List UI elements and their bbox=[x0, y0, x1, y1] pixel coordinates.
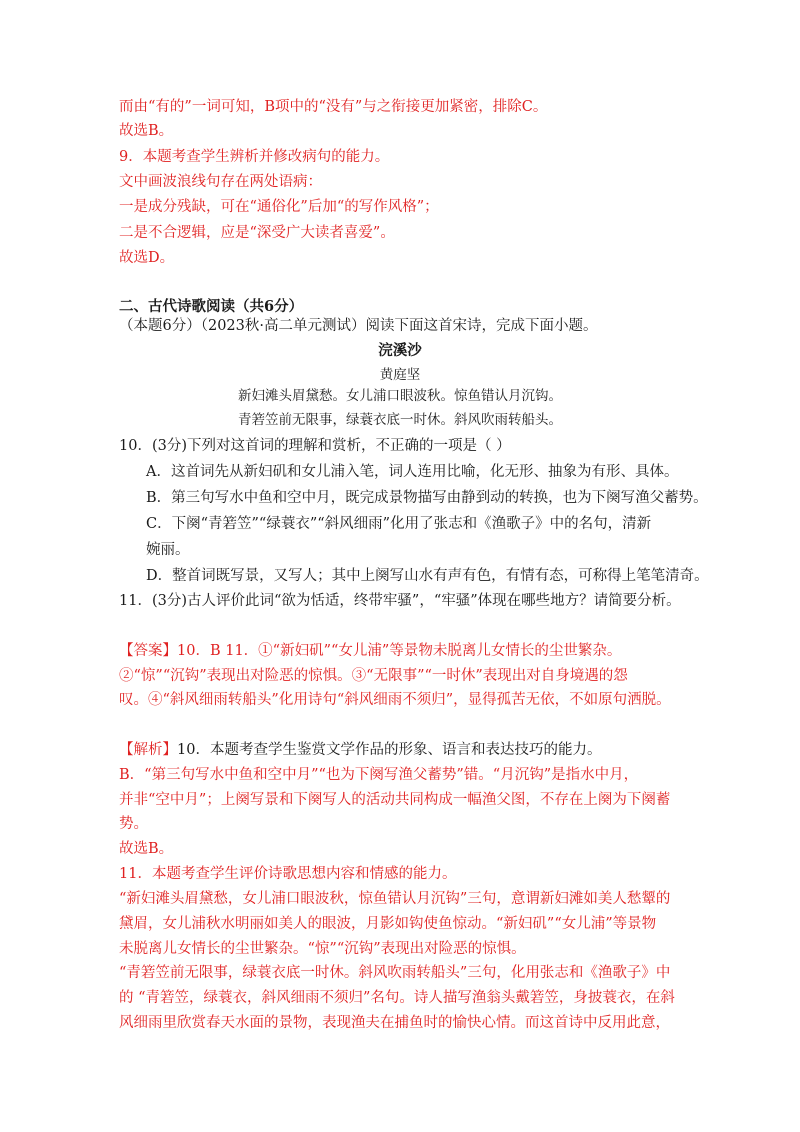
analysis-line-5: 故选B。 bbox=[119, 841, 174, 857]
answer-text-1: 10．B 11．①“新妇矶”“女儿浦”等景物未脱离儿女情长的尘世繁杂。 bbox=[177, 643, 622, 659]
analysis-line-1 bbox=[119, 740, 601, 760]
answer-line-2: ②“惊”“沉钩”表现出对险恶的惊惧。③“无限事”“一时休”表现出对自身境遇的怨 bbox=[119, 668, 628, 684]
q10-option-d: D．整首词既写景，又写人；其中上阕写山水有声有色，有情有态，可称得上笔笔清奇。 bbox=[146, 568, 709, 584]
analysis-line-8: 黛眉，女儿浦秋水明丽如美人的眼波，月影如钩使鱼惊动。“新妇矶”“女儿浦”等景物 bbox=[119, 916, 657, 932]
poem-title: 浣溪沙 bbox=[378, 342, 422, 359]
section-intro: （本题6分）（2023秋·高二单元测试）阅读下面这首宋诗，完成下面小题。 bbox=[119, 318, 598, 334]
q11-stem: 11．(3分)古人评价此词“欲为恬适，终带牢骚”，“牢骚”体现在哪些地方？请简要分析。 bbox=[119, 593, 681, 609]
answer-line-1 bbox=[119, 641, 621, 661]
poem-author: 黄庭坚 bbox=[379, 367, 421, 383]
analysis-line-3: 并非“空中月”；上阕写景和下阕写人的活动共同构成一幅渔父图，不存在上阕为下阕蓄 bbox=[119, 792, 671, 808]
q9-analysis-line-4: 二是不合逻辑，应是“深受广大读者喜爱”。 bbox=[119, 225, 395, 241]
analysis-line-11: 的 “青箬笠，绿蓑衣，斜风细雨不须归”名句。诗人描写渔翁头戴箬笠，身披蓑衣，在斜 bbox=[119, 990, 675, 1006]
analysis-line-12: 风细雨里欣赏春天水面的景物，表现渔夫在捕鱼时的愉快心情。而这首诗中反用此意， bbox=[119, 1015, 670, 1031]
q10-option-c-line-2: 婉丽。 bbox=[146, 542, 190, 558]
q9-analysis-line-1: 9．本题考查学生辨析并修改病句的能力。 bbox=[119, 149, 390, 165]
q10-option-c-line-1: C．下阕“青箬笠”“绿蓑衣”“斜风细雨”化用了张志和《渔歌子》中的名句，清新 bbox=[146, 516, 652, 532]
analysis-text-1: 10．本题考查学生鉴赏文学作品的形象、语言和表达技巧的能力。 bbox=[177, 742, 602, 758]
poem-line-1: 新妇滩头眉黛愁。女儿浦口眼波秋。惊鱼错认月沉钩。 bbox=[238, 388, 562, 404]
analysis-line-6: 11．本题考查学生评价诗歌思想内容和情感的能力。 bbox=[119, 866, 457, 882]
answer-line-3: 叹。④“斜风细雨转船头”化用诗句“斜风细雨不须归”，显得孤苦无依，不如原句洒脱。 bbox=[119, 692, 671, 708]
analysis-line-4: 势。 bbox=[119, 816, 148, 832]
q9-analysis-line-3: 一是成分残缺，可在“通俗化”后加“的写作风格”； bbox=[119, 199, 439, 215]
analysis-line-7: “新妇滩头眉黛愁，女儿浦口眼波秋，惊鱼错认月沉钩”三句，意谓新妇滩如美人愁颦的 bbox=[119, 891, 671, 907]
q10-option-b: B．第三句写水中鱼和空中月，既完成景物描写由静到动的转换，也为下阕写渔父蓄势。 bbox=[146, 490, 708, 506]
analysis-prev-line-1: 而由“有的”一词可知，B项中的“没有”与之衔接更加紧密，排除C。 bbox=[119, 99, 548, 115]
analysis-tag: 【解析】 bbox=[119, 742, 177, 758]
analysis-line-2: B．“第三句写水中鱼和空中月”“也为下阕写渔父蓄势”错。“月沉钩”是指水中月， bbox=[119, 767, 639, 783]
q10-stem: 10．(3分)下列对这首词的理解和赏析，不正确的一项是（ ） bbox=[119, 438, 511, 454]
q10-option-a: A．这首词先从新妇矶和女儿浦入笔，词人连用比喻，化无形、抽象为有形、具体。 bbox=[146, 464, 679, 480]
poem-line-2: 青箬笠前无限事，绿蓑衣底一时休。斜风吹雨转船头。 bbox=[238, 412, 562, 428]
answer-tag: 【答案】 bbox=[119, 643, 177, 659]
q9-analysis-line-5: 故选D。 bbox=[119, 250, 175, 266]
analysis-line-10: “青箬笠前无限事，绿蓑衣底一时休。斜风吹雨转船头”三句，化用张志和《渔歌子》中 bbox=[119, 965, 671, 981]
analysis-prev-line-2: 故选B。 bbox=[119, 123, 174, 139]
section-heading: 二、古代诗歌阅读（共6分） bbox=[119, 298, 304, 315]
q9-analysis-line-2: 文中画波浪线句存在两处语病： bbox=[119, 174, 322, 190]
analysis-line-9: 未脱离儿女情长的尘世繁杂。“惊”“沉钩”表现出对险恶的惊惧。 bbox=[119, 941, 526, 957]
